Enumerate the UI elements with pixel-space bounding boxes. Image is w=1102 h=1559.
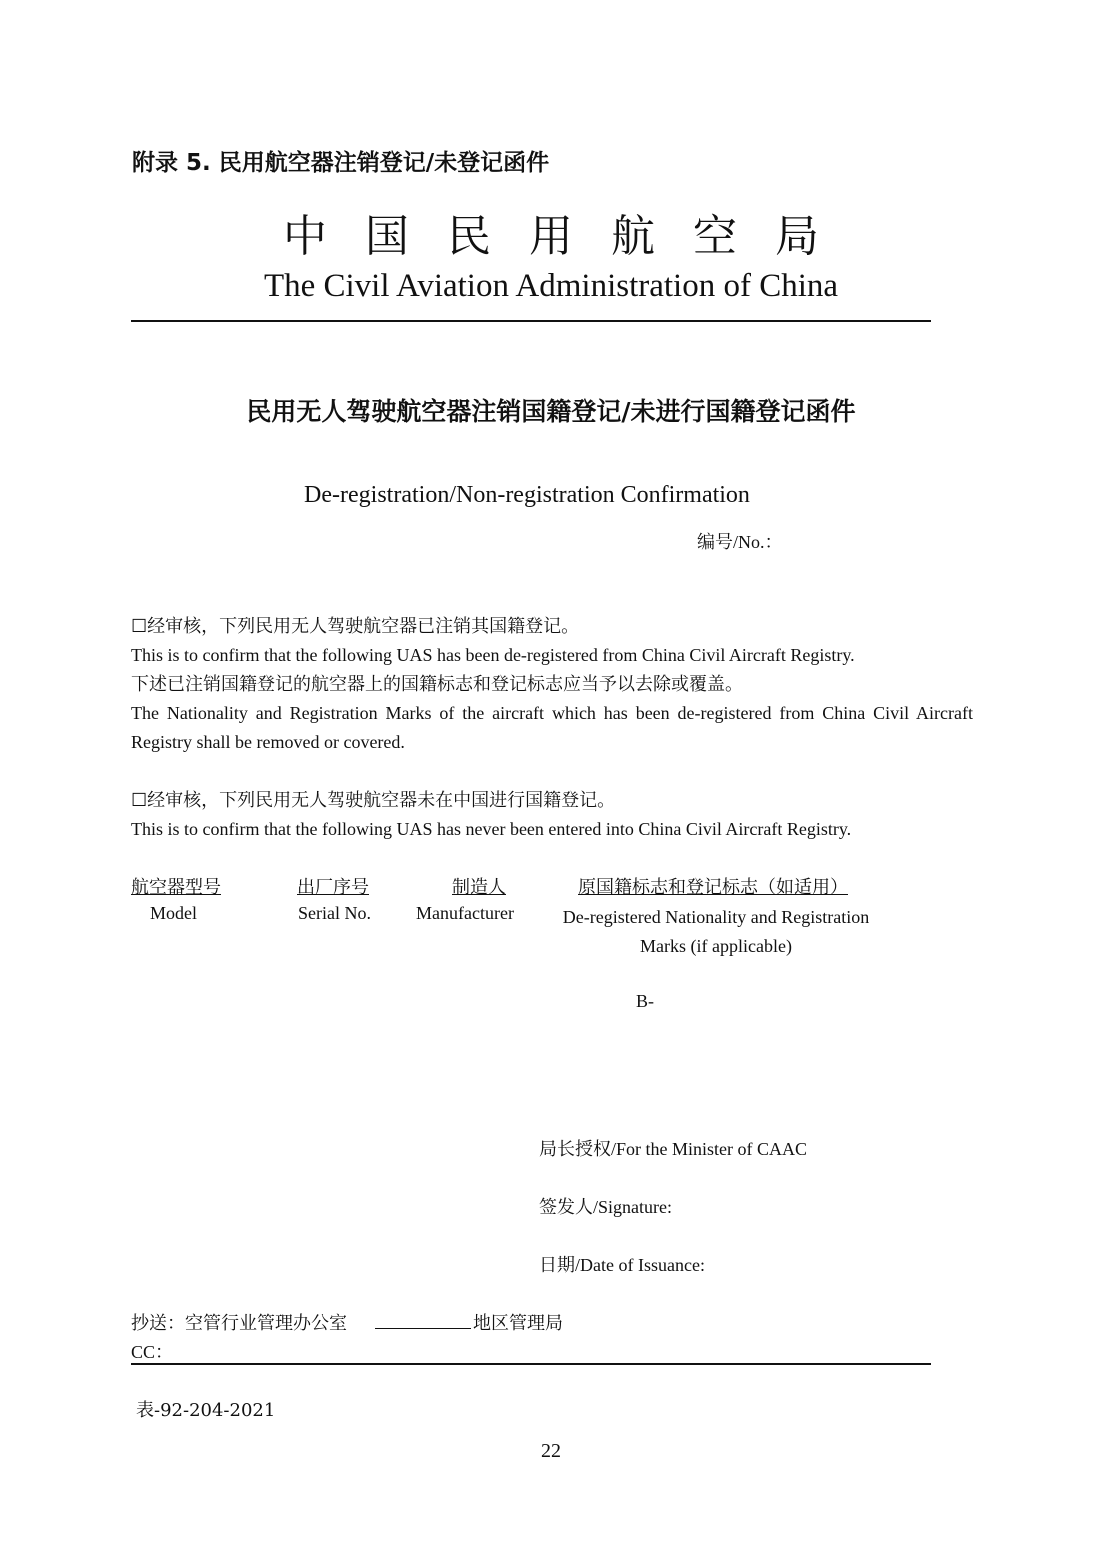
cc-line — [131, 1309, 563, 1335]
form-code: 表-92-204-2021 — [136, 1400, 276, 1421]
form-title-chinese: 民用无人驾驶航空器注销国籍登记/未进行国籍登记函件 — [246, 397, 856, 426]
column-marks-cn: 原国籍标志和登记标志（如适用） — [578, 877, 848, 898]
page-number: 22 — [541, 1440, 561, 1462]
deregistration-text-en: This is to confirm that the following UAS has been de-registered from China Civil Aircraft Registry. — [131, 645, 855, 665]
deregistration-checkbox-text-cn[interactable]: ☐经审核，下列民用无人驾驶航空器已注销其国籍登记。 — [131, 616, 580, 636]
column-manufacturer-cn: 制造人 — [452, 877, 506, 898]
regional-bureau-blank[interactable] — [375, 1314, 471, 1329]
header-divider — [131, 320, 931, 322]
marks-removal-note-cn: 下述已注销国籍登记的航空器上的国籍标志和登记标志应当予以去除或覆盖。 — [131, 674, 743, 694]
non-registration-checkbox-text-cn[interactable]: ☐经审核，下列民用无人驾驶航空器未在中国进行国籍登记。 — [131, 790, 616, 810]
column-model-en: Model — [150, 903, 197, 923]
column-manufacturer-en: Manufacturer — [416, 903, 514, 923]
cc-label-en: CC： — [131, 1342, 174, 1362]
document-number-label: 编号/No.： — [697, 532, 783, 552]
column-serial-en: Serial No. — [298, 903, 371, 923]
cc-label-cn: 抄送：空管行业管理办公室 — [131, 1313, 347, 1334]
registration-marks-prefix: B- — [636, 991, 654, 1011]
appendix-title: 附录 5. 民用航空器注销登记/未登记函件 — [132, 150, 550, 176]
agency-name-english: The Civil Aviation Administration of China — [263, 268, 839, 304]
non-registration-option — [131, 786, 973, 844]
agency-name-chinese: 中国民用航空局 — [283, 211, 857, 262]
cc-regional-bureau: 地区管理局 — [473, 1313, 563, 1334]
issue-date-field[interactable]: 日期/Date of Issuance: — [539, 1255, 705, 1275]
footer-divider — [131, 1363, 931, 1365]
column-marks-en: De-registered Nationality and Registration Marks (if applicable) — [562, 907, 870, 956]
marks-removal-note-en: The Nationality and Registration Marks of the aircraft which has been de-registered from China Civil Aircraft Registry shall be removed or covered. — [131, 703, 973, 752]
deregistration-option — [131, 612, 973, 757]
authority-line: 局长授权/For the Minister of CAAC — [539, 1139, 807, 1159]
form-title-english: De-registration/Non-registration Confirmation — [304, 482, 750, 508]
signature-field[interactable]: 签发人/Signature: — [539, 1197, 672, 1217]
column-model-cn: 航空器型号 — [131, 877, 221, 898]
non-registration-text-en: This is to confirm that the following UAS has never been entered into China Civil Aircraft Registry. — [131, 819, 852, 839]
column-serial-cn: 出厂序号 — [297, 877, 369, 898]
